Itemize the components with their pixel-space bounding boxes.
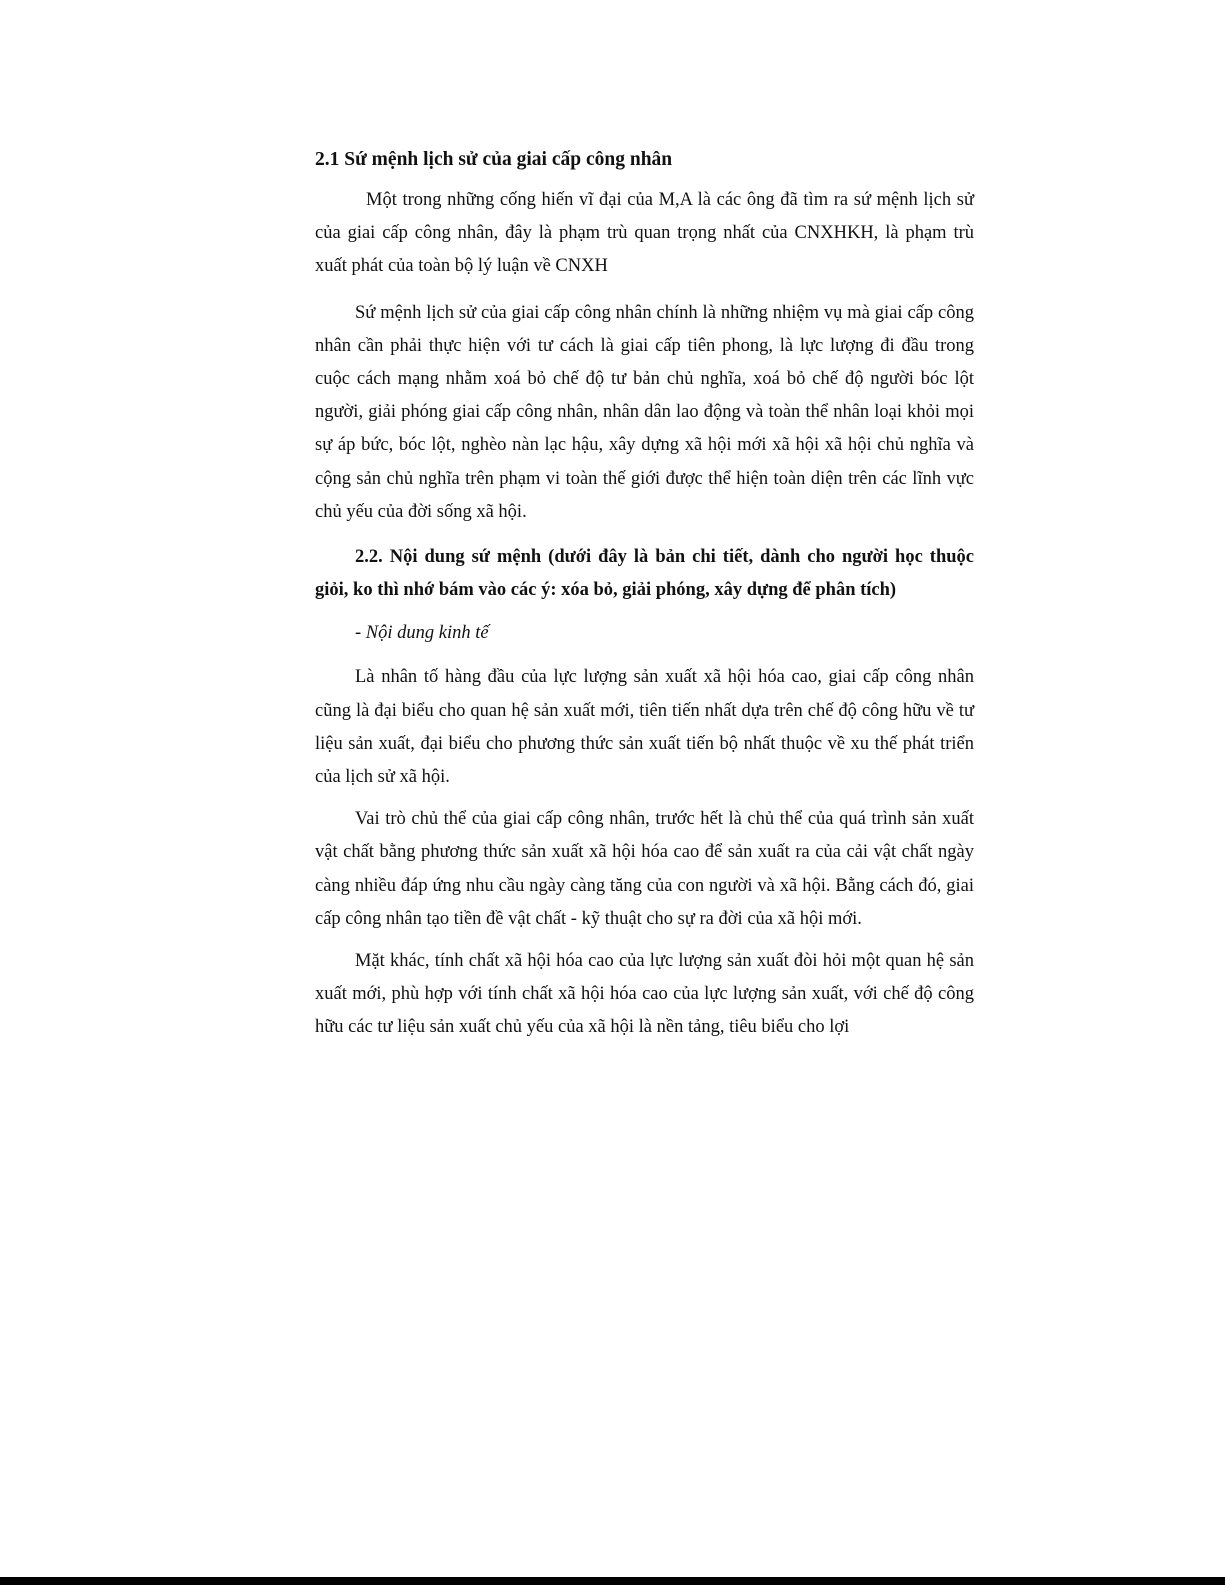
- intro-paragraph-2: Sứ mệnh lịch sử của giai cấp công nhân chính là những nhiệm vụ mà giai cấp công nhân cần phải thực hiện với tư cách là giai cấp tiên phong, là lực lượng đi đầu trong cuộc cách mạng nhằm xoá bỏ chế độ tư bản chủ nghĩa, xoá bỏ chế độ người bóc lột người, giải phóng giai cấp công nhân, nhân dân lao động và toàn thể nhân loại khỏi mọi sự áp bức, bóc lột, nghèo nàn lạc hậu, xây dựng xã hội mới xã hội xã hội chủ nghĩa và cộng sản chủ nghĩa trên phạm vi toàn thế giới được thể hiện toàn diện trên các lĩnh vực chủ yếu của đời sống xã hội.: [315, 302, 974, 522]
- intro-paragraph-1: Một trong những cống hiến vĩ đại của M,A là các ông đã tìm ra sứ mệnh lịch sử của giai cấp công nhân, đây là phạm trù quan trọng nhất của CNXHKH, là phạm trù xuất phát của toàn bộ lý luận về CNXH: [315, 190, 974, 277]
- section-title: 2.1 Sứ mệnh lịch sử của giai cấp công nhân: [315, 149, 673, 170]
- economic-heading: - Nội dung kinh tế: [355, 623, 489, 644]
- document-page: [315, 140, 974, 1054]
- economic-paragraph-1: Là nhân tố hàng đầu của lực lượng sản xuất xã hội hóa cao, giai cấp công nhân cũng là đại biểu cho quan hệ sản xuất mới, tiên tiến nhất dựa trên chế độ công hữu về tư liệu sản xuất, đại biểu cho phương thức sản xuất tiến bộ nhất thuộc về xu thế phát triển của lịch sử xã hội.: [315, 667, 974, 788]
- economic-paragraph-3: Mặt khác, tính chất xã hội hóa cao của lực lượng sản xuất đòi hỏi một quan hệ sản xuất mới, phù hợp với tính chất xã hội hóa cao của lực lượng sản xuất, với chế độ công hữu các tư liệu sản xuất chủ yếu của xã hội là nền tảng, tiêu biểu cho lợi: [315, 951, 974, 1038]
- subsection-title: 2.2. Nội dung sứ mệnh (dưới đây là bản chi tiết, dành cho người học thuộc giỏi, ko thì nhớ bám vào các ý: xóa bỏ, giải phóng, xây dựng để phân tích): [315, 547, 974, 601]
- economic-paragraph-2: Vai trò chủ thể của giai cấp công nhân, trước hết là chủ thể của quá trình sản xuất vật chất bằng phương thức sản xuất xã hội hóa cao để sản xuất ra của cải vật chất ngày càng nhiều đáp ứng nhu cầu ngày càng tăng của con người và xã hội. Bằng cách đó, giai cấp công nhân tạo tiền đề vật chất - kỹ thuật cho sự ra đời của xã hội mới.: [315, 809, 974, 929]
- bottom-edge-bar: [0, 1577, 1225, 1585]
